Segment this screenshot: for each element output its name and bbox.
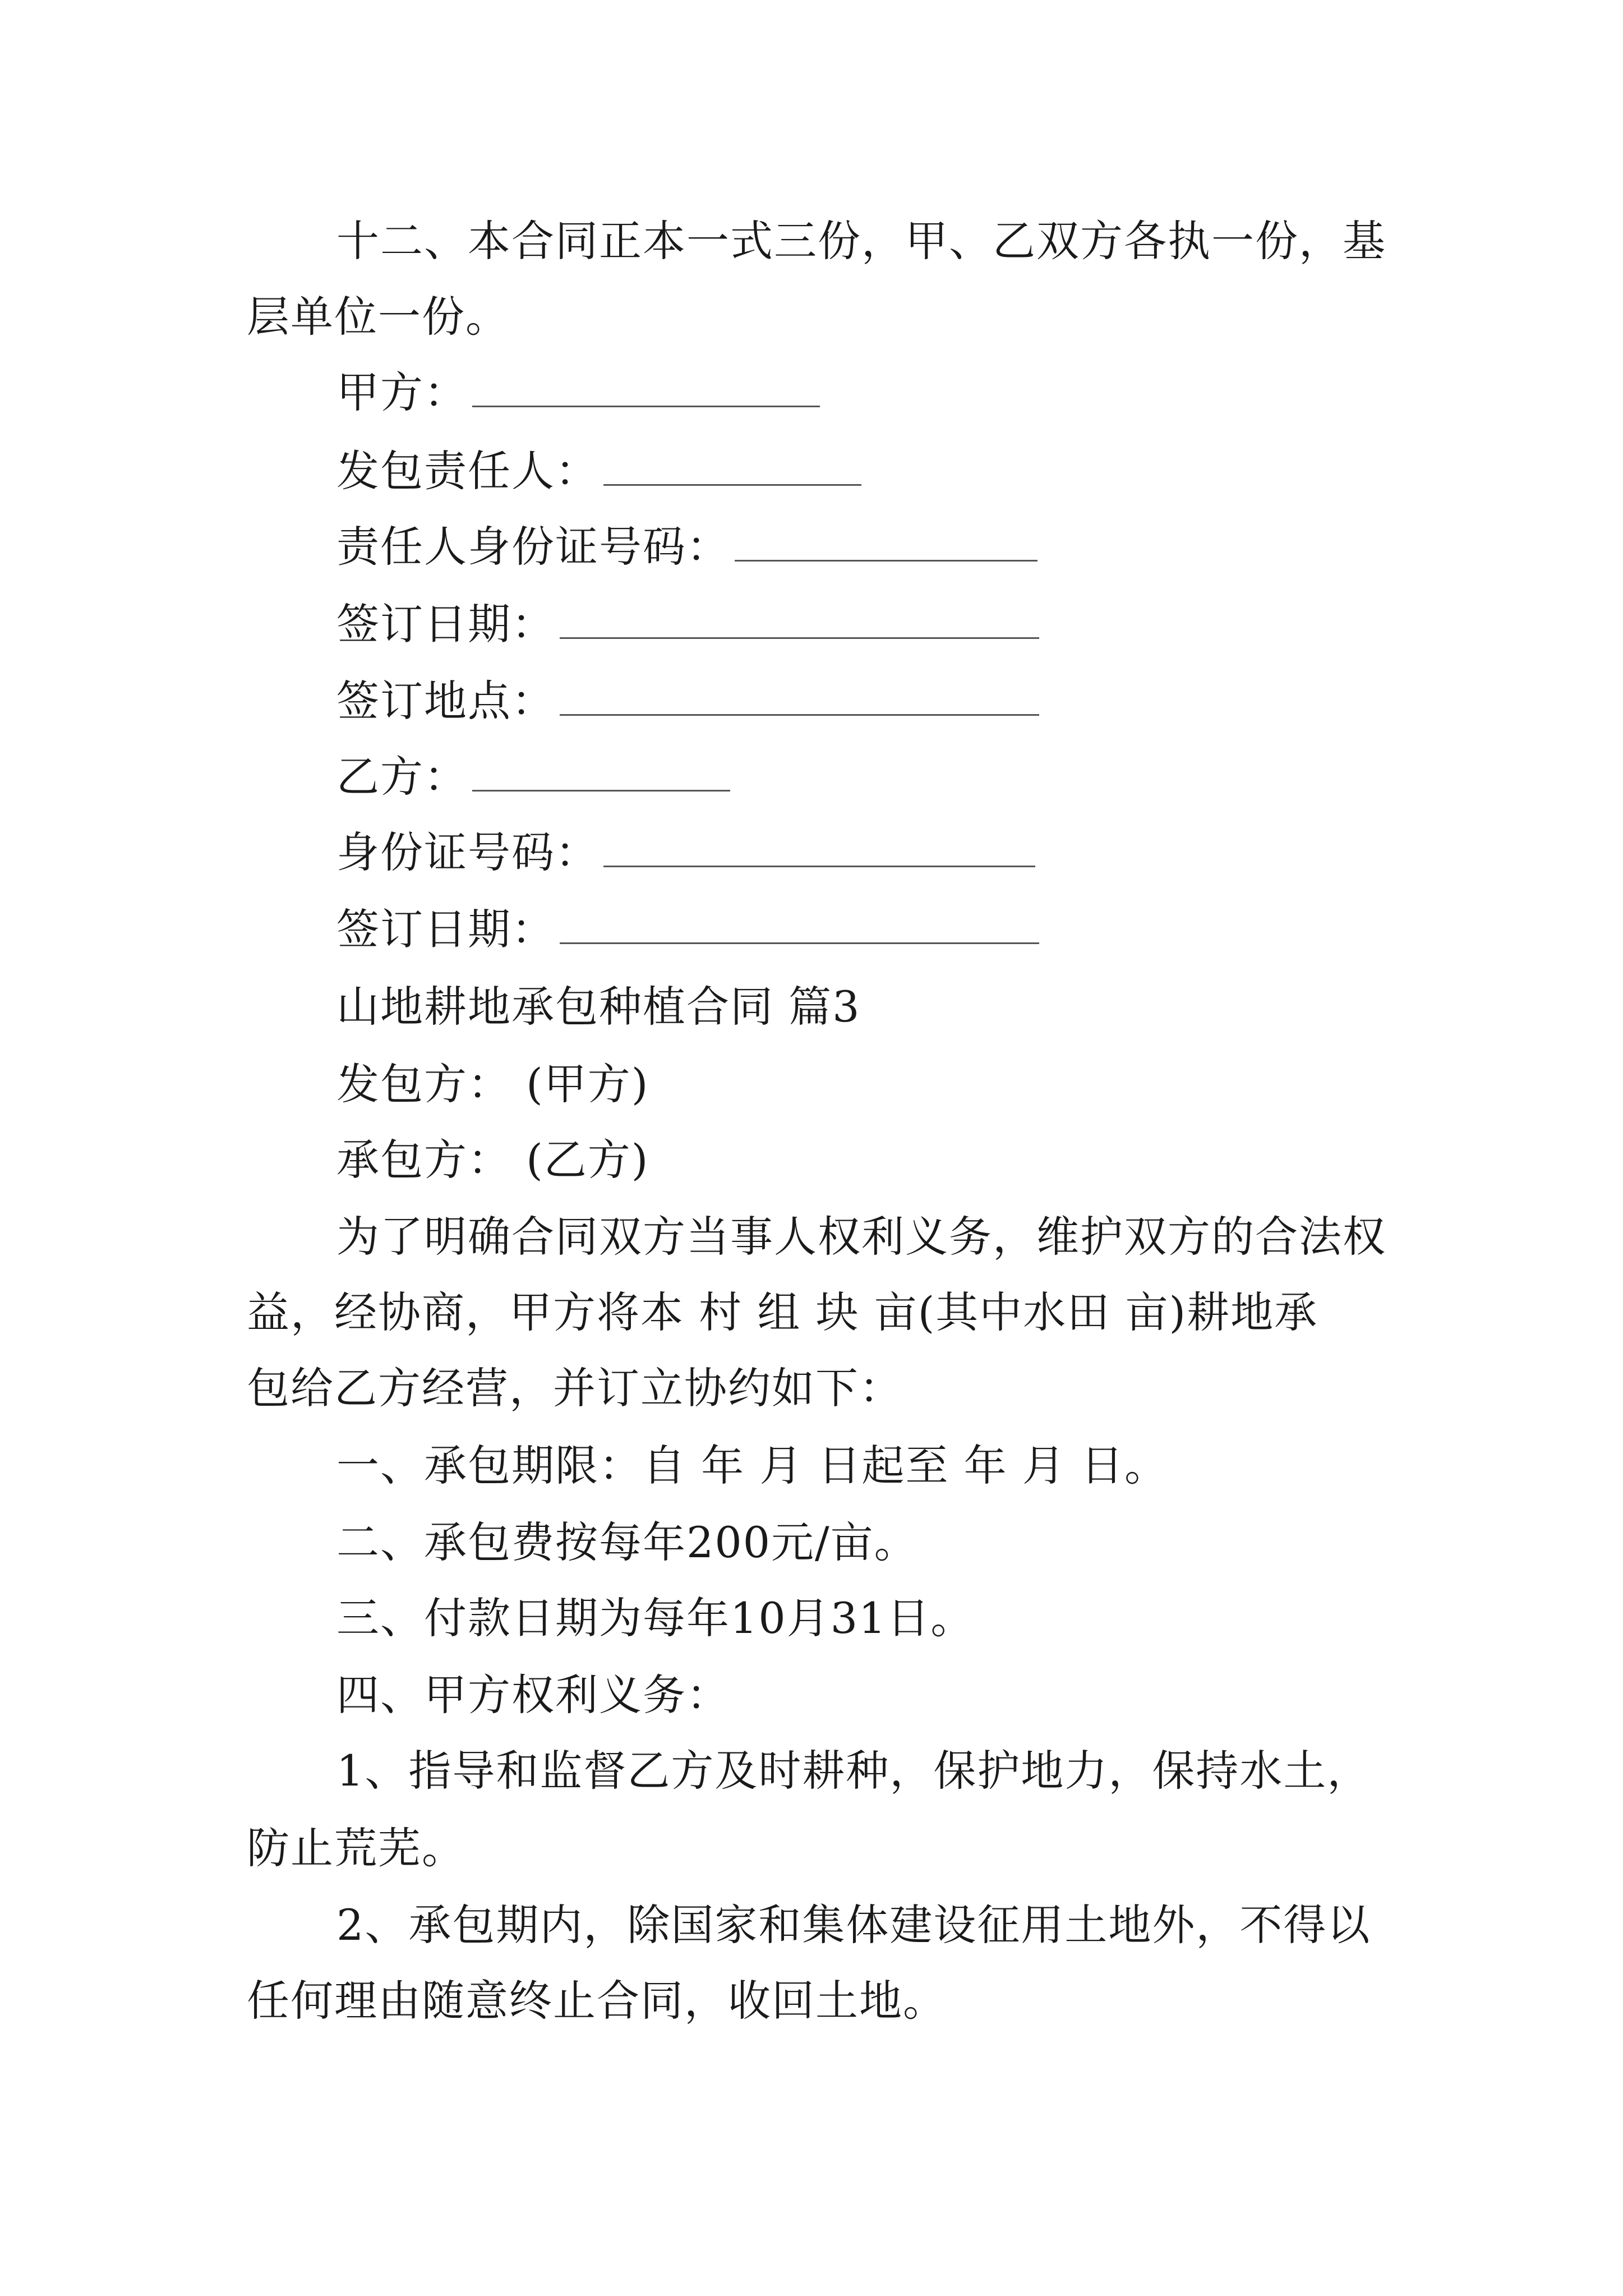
party-a-blank [472, 372, 820, 407]
term-clause: 一、承包期限：自 年 月 日起至 年 月 日。 [336, 1441, 1168, 1490]
sign-place-line [336, 676, 1039, 726]
contractor-person-line [336, 446, 861, 496]
id-number-blank [603, 832, 1035, 867]
sign-date-1-blank [560, 604, 1039, 639]
id-number-line [336, 827, 1035, 878]
item-2-line-1: 2、承包期内，除国家和集体建设征用土地外，不得以 [336, 1900, 1371, 1950]
intro-line-3: 包给乙方经营，并订立协约如下： [247, 1363, 903, 1413]
sign-date-1-line [336, 599, 1039, 650]
sign-date-2-blank [560, 909, 1039, 944]
sign-place-blank [560, 680, 1039, 716]
sign-date-2-label: 签订日期： [336, 904, 555, 954]
item-1-line-2: 防止荒芜。 [247, 1823, 465, 1873]
party-a-line [336, 367, 820, 418]
party-a-label: 甲方： [336, 367, 468, 417]
party-b-label: 乙方： [336, 752, 468, 802]
party-b-blank [472, 756, 730, 792]
contractee-line: 承包方： (乙方) [336, 1135, 649, 1185]
person-id-label: 责任人身份证号码： [336, 522, 730, 572]
item-2-line-2: 任何理由随意终止合同，收回土地。 [247, 1976, 947, 2026]
rights-a-heading: 四、甲方权利义务： [336, 1670, 730, 1720]
party-b-line [336, 752, 730, 802]
sign-date-1-label: 签订日期： [336, 599, 555, 649]
intro-line-1: 为了明确合同双方当事人权利义务，维护双方的合法权 [336, 1212, 1386, 1262]
contractor-line: 发包方： (甲方) [336, 1059, 649, 1109]
clause-12-line-2: 层单位一份。 [247, 292, 509, 342]
person-id-line [336, 522, 1038, 572]
contractor-person-blank [603, 450, 861, 486]
sign-date-2-line [336, 904, 1039, 955]
id-number-label: 身份证号码： [336, 827, 599, 877]
contractor-person-label: 发包责任人： [336, 446, 599, 496]
sign-place-label: 签订地点： [336, 676, 555, 726]
item-1-line-1: 1、指导和监督乙方及时耕种，保护地力，保持水土， [336, 1746, 1371, 1796]
clause-12-line-1: 十二、本合同正本一式三份，甲、乙双方各执一份，基 [336, 216, 1386, 266]
intro-line-2: 益，经协商，甲方将本 村 组 块 亩(其中水田 亩)耕地承 [247, 1287, 1318, 1337]
payment-clause: 三、付款日期为每年10月31日。 [336, 1593, 975, 1643]
person-id-blank [735, 526, 1038, 562]
fee-clause: 二、承包费按每年200元/亩。 [336, 1517, 918, 1567]
section-3-heading: 山地耕地承包种植合同 篇3 [336, 982, 861, 1032]
